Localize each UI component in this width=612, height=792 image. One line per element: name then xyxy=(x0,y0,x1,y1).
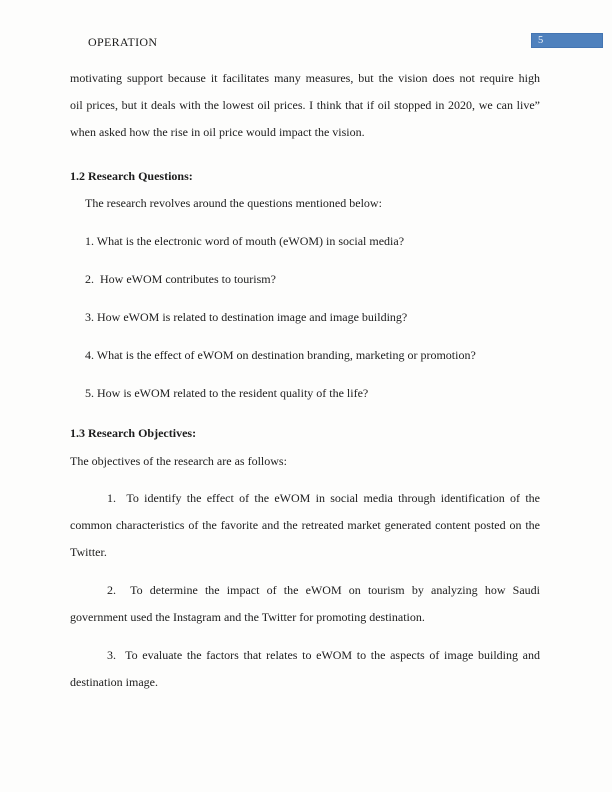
objective-line: destination image. xyxy=(70,675,158,689)
objective-line: 2. To determine the impact of the eWOM on tourism by analyzing how Saudi xyxy=(107,583,540,597)
opening-paragraph-line: when asked how the rise in oil price would impact the vision. xyxy=(70,125,365,139)
research-question-item: 3. How eWOM is related to destination image and image building? xyxy=(85,310,408,324)
objective-line: 3. To evaluate the factors that relates to eWOM to the aspects of image building and xyxy=(107,648,540,662)
research-question-item: 4. What is the effect of eWOM on destination branding, marketing or promotion? xyxy=(85,348,476,362)
section-heading-research-questions: 1.2 Research Questions: xyxy=(70,169,193,183)
research-question-item: 2. How eWOM contributes to tourism? xyxy=(85,272,276,286)
objective-line: government used the Instagram and the Twitter for promoting destination. xyxy=(70,610,425,624)
page-number-badge xyxy=(531,33,603,48)
page-number: 5 xyxy=(538,35,544,46)
research-questions-intro: The research revolves around the questions mentioned below: xyxy=(85,196,382,210)
document-body xyxy=(70,65,540,696)
opening-paragraph-line: motivating support because it facilitates many measures, but the vision does not require high xyxy=(70,71,540,85)
objective-line: 1. To identify the effect of the eWOM in social media through identification of the xyxy=(107,491,540,505)
section-heading-research-objectives: 1.3 Research Objectives: xyxy=(70,426,197,440)
opening-paragraph-line: oil prices, but it deals with the lowest oil prices. I think that if oil stopped in 2020, we can live” xyxy=(70,98,540,112)
running-head-title: OPERATION xyxy=(88,35,158,49)
research-question-item: 1. What is the electronic word of mouth (eWOM) in social media? xyxy=(85,234,405,248)
research-question-item: 5. How is eWOM related to the resident quality of the life? xyxy=(85,386,369,400)
objective-item xyxy=(70,577,540,631)
objective-line: common characteristics of the favorite and the retreated market generated content posted on the xyxy=(70,518,540,532)
objective-item xyxy=(70,642,540,696)
objective-item xyxy=(70,485,540,566)
research-objectives-intro: The objectives of the research are as follows: xyxy=(70,454,287,468)
objective-line: Twitter. xyxy=(70,545,107,559)
